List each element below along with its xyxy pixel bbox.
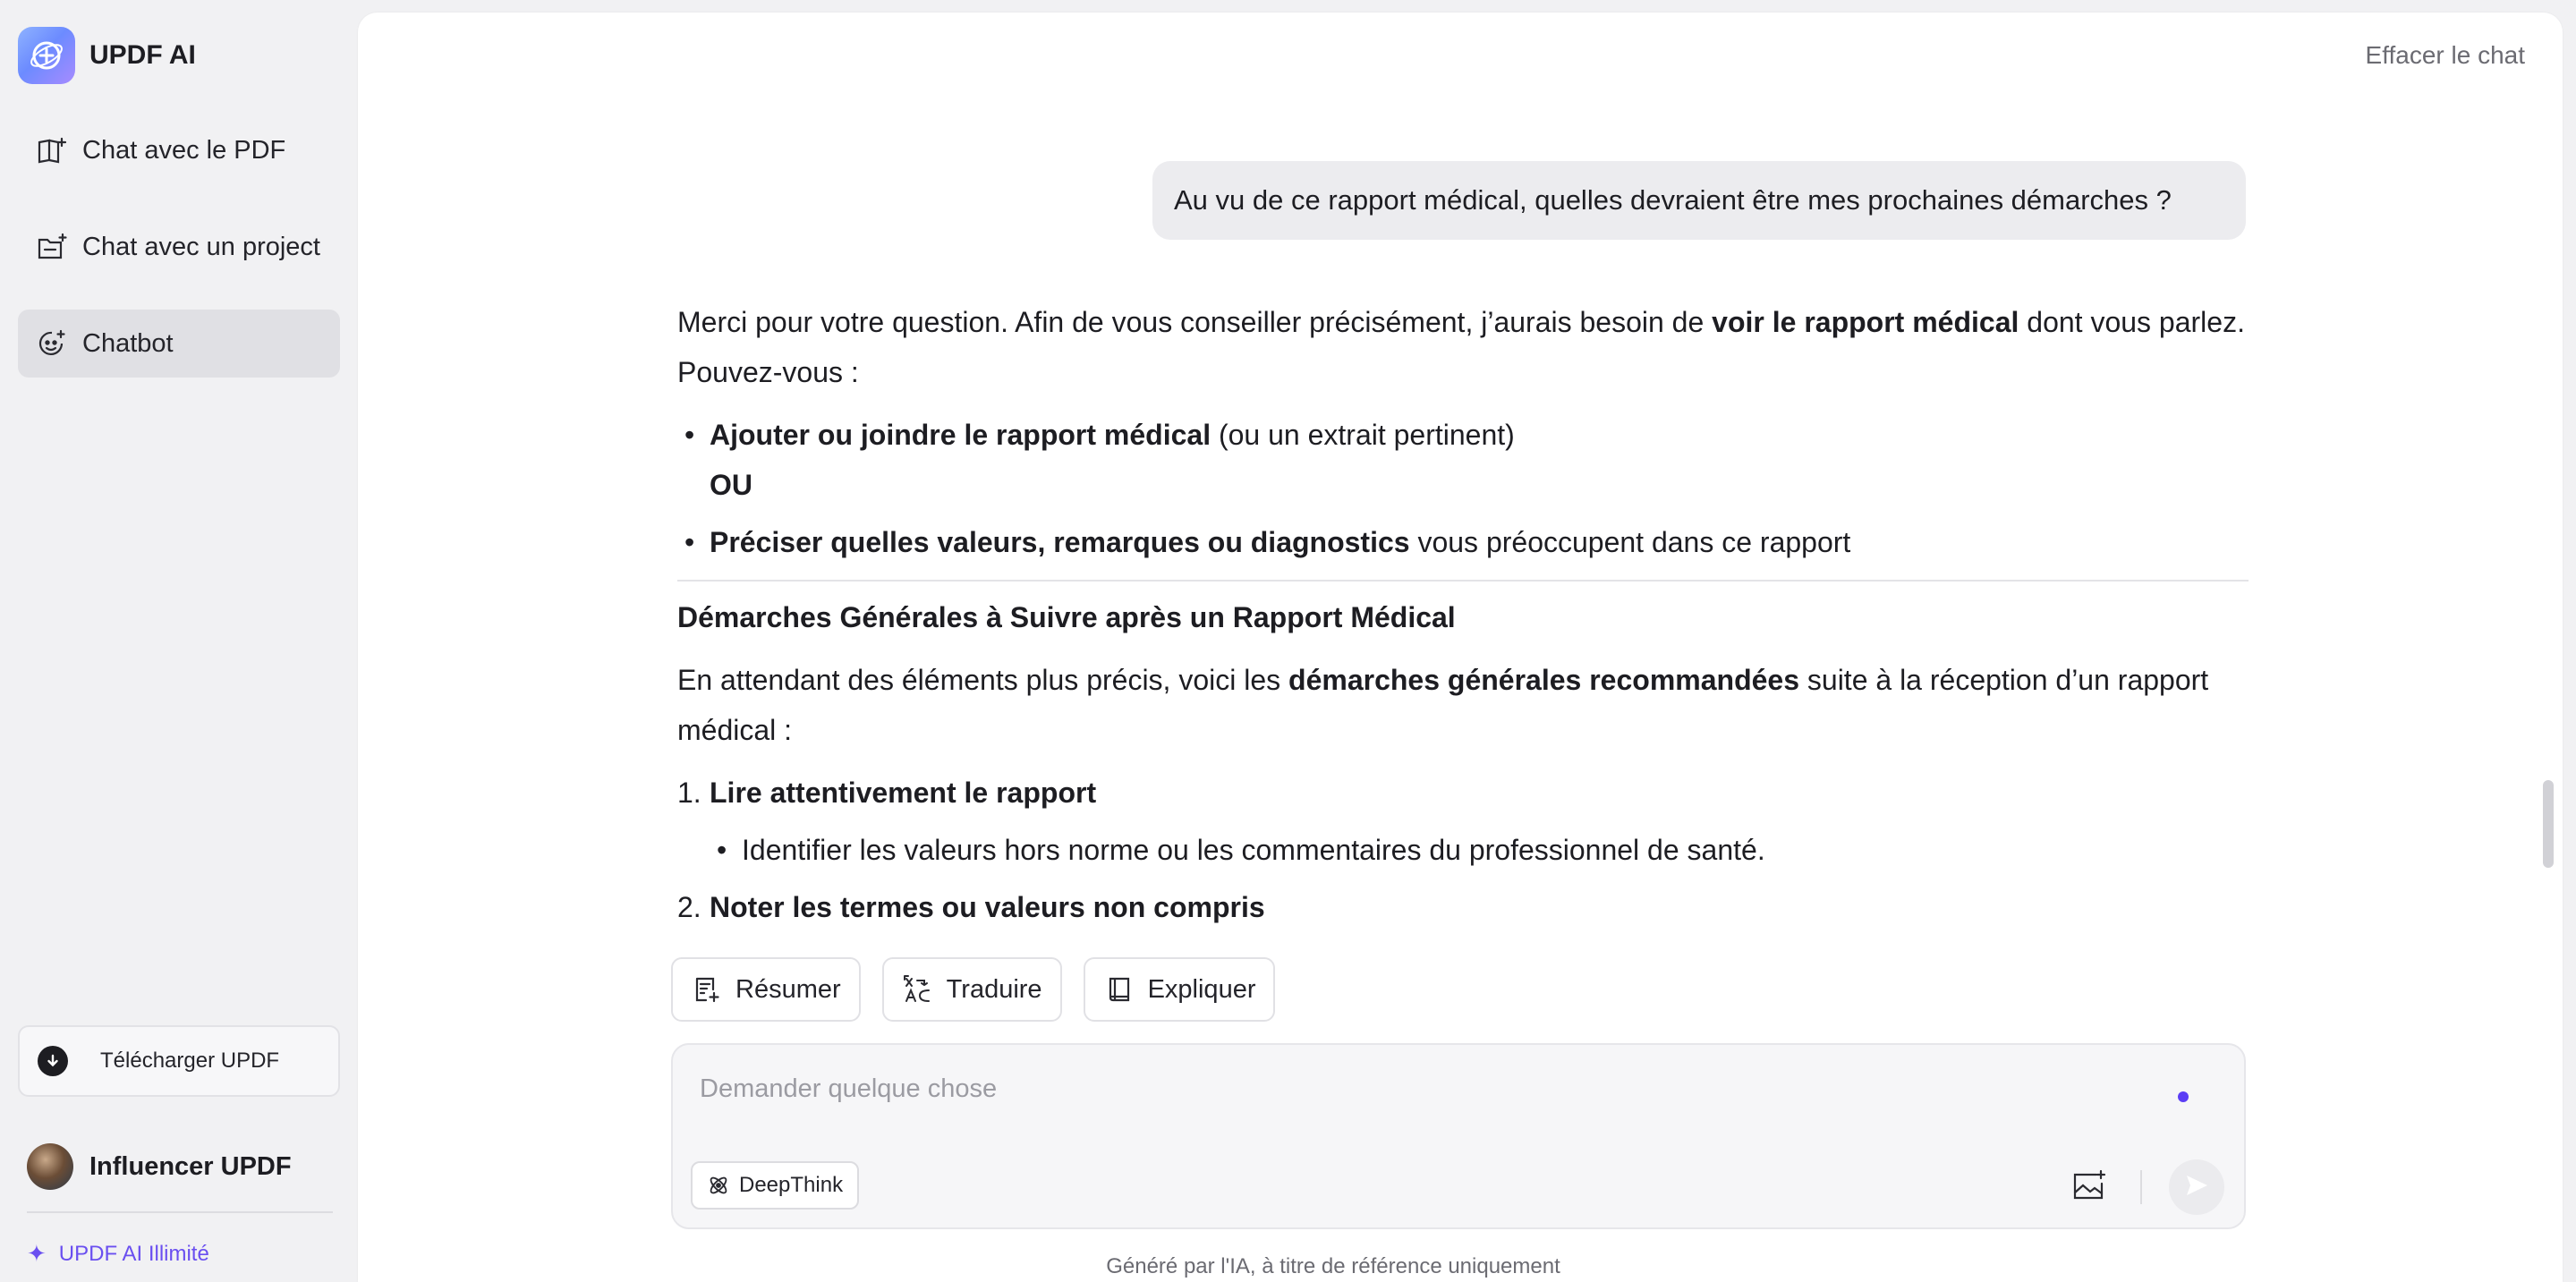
answer-paragraph: En attendant des éléments plus précis, voici les démarches générales recommandées suite à la réception d’un rapport médical : <box>677 664 2209 746</box>
brand[interactable] <box>18 27 196 84</box>
answer-bullet: • Préciser quelles valeurs, remarques ou diagnostics vous préoccupent dans ce rapport <box>677 517 2249 567</box>
user-message-text: Au vu de ce rapport médical, quelles devraient être mes prochaines démarches ? <box>1174 184 2172 216</box>
summarize-label: Résumer <box>735 974 841 1004</box>
send-icon <box>2183 1172 2210 1203</box>
sidebar-item-chat-pdf[interactable] <box>18 116 340 184</box>
download-updf-button[interactable] <box>18 1025 340 1097</box>
summarize-button[interactable] <box>671 957 861 1022</box>
updf-ai-logo-icon <box>18 27 75 84</box>
quick-actions <box>671 957 1275 1022</box>
answer-step: 2. Noter les termes ou valeurs non compris <box>677 891 1265 923</box>
avatar <box>27 1143 73 1190</box>
plan-link[interactable] <box>27 1240 209 1268</box>
sidebar <box>0 0 356 1282</box>
assistant-answer <box>677 297 2249 945</box>
download-icon <box>38 1046 68 1076</box>
deepthink-toggle[interactable] <box>691 1161 859 1210</box>
app-name: UPDF AI <box>89 40 196 70</box>
plan-label: UPDF AI Illimité <box>58 1241 209 1266</box>
sidebar-item-label: Chatbot <box>82 328 174 358</box>
explain-label: Expliquer <box>1147 974 1256 1004</box>
sidebar-item-label: Chat avec un project <box>82 232 320 261</box>
sidebar-item-label: Chat avec le PDF <box>82 135 286 165</box>
user-profile[interactable] <box>27 1143 292 1190</box>
explain-button[interactable] <box>1084 957 1276 1022</box>
divider <box>27 1211 333 1213</box>
answer-or: OU <box>710 469 752 501</box>
sparkle-icon: ✦ <box>27 1240 47 1267</box>
summary-icon <box>691 973 723 1006</box>
status-dot <box>2178 1091 2189 1102</box>
user-message-bubble <box>1152 161 2246 240</box>
image-sparkle-icon <box>2071 1169 2107 1206</box>
translate-button[interactable] <box>882 957 1062 1022</box>
answer-intro: Merci pour votre question. Afin de vous conseiller précisément, j’aurais besoin de voir le rapport médical dont vous parlez. Pouvez-vous : <box>677 306 2245 388</box>
answer-heading: Démarches Générales à Suivre après un Rapport Médical <box>677 601 1456 633</box>
sidebar-item-chat-project[interactable] <box>18 213 340 281</box>
divider <box>677 580 2249 582</box>
sidebar-item-chatbot[interactable] <box>18 310 340 378</box>
message-composer <box>671 1043 2246 1229</box>
ai-disclaimer: Généré par l'IA, à titre de référence uniquement <box>1106 1254 1560 1278</box>
deepthink-label: DeepThink <box>739 1173 844 1197</box>
answer-bullet: • Ajouter ou joindre le rapport médical (ou un extrait pertinent) <box>677 410 2249 460</box>
translate-icon <box>902 973 934 1006</box>
translate-label: Traduire <box>946 974 1042 1004</box>
answer-sub-bullet: • Identifier les valeurs hors norme ou les commentaires du professionnel de santé. <box>677 825 2249 875</box>
chat-panel <box>358 13 2563 1282</box>
send-button[interactable] <box>2169 1159 2224 1215</box>
atom-icon <box>707 1174 730 1197</box>
book-sparkle-icon <box>36 134 68 166</box>
message-input[interactable] <box>700 1068 2131 1109</box>
divider <box>2140 1170 2142 1204</box>
clear-chat-button[interactable]: Effacer le chat <box>2365 41 2525 69</box>
answer-step: 1. Lire attentivement le rapport <box>677 777 1097 809</box>
folder-sparkle-icon <box>36 231 68 263</box>
book-icon <box>1103 973 1135 1006</box>
download-label: Télécharger UPDF <box>100 1049 280 1073</box>
image-upload-button[interactable] <box>2069 1167 2110 1208</box>
bot-face-icon <box>36 327 68 360</box>
user-name: Influencer UPDF <box>89 1151 292 1181</box>
scrollbar-thumb[interactable] <box>2543 780 2554 868</box>
